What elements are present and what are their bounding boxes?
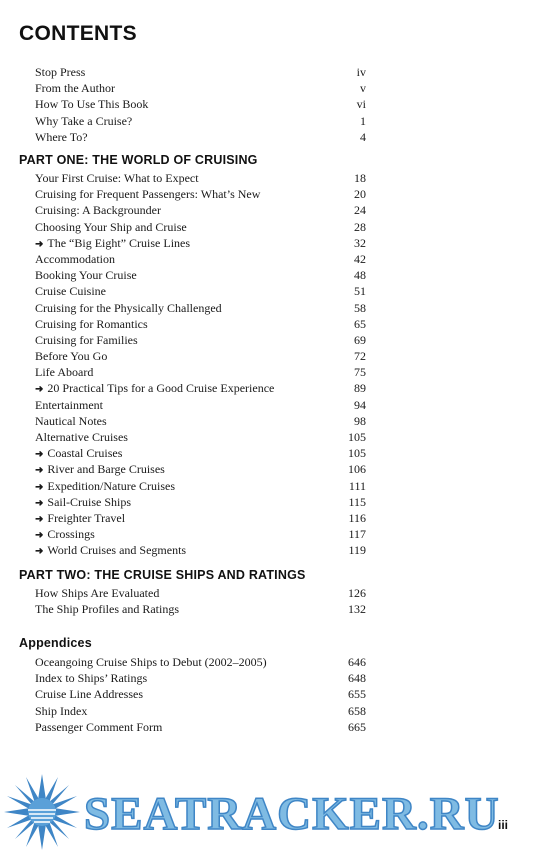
toc-page-number: 648 [348,671,366,686]
toc-entry-title: ➜ Expedition/Nature Cruises [35,478,175,494]
toc-entry [35,219,366,235]
toc-entry-title: Cruising for Families [35,332,138,347]
page-title: CONTENTS [19,22,137,45]
toc-page-number: 28 [354,219,366,234]
toc-page-number: 58 [354,300,366,315]
toc-page-number: 1 [360,113,366,128]
toc-page-number: 111 [348,478,366,493]
part-one-list [35,170,366,559]
toc-page-number: 48 [354,268,366,283]
toc-entry-title: The Ship Profiles and Ratings [35,602,179,617]
toc-page-number: 75 [354,365,366,380]
toc-entry [35,202,366,218]
toc-subentry [35,478,366,494]
toc-entry-title: Nautical Notes [35,413,107,428]
toc-entry-title: From the Author [35,81,115,96]
toc-entry [35,364,366,380]
toc-page-number: 20 [354,187,366,202]
toc-entry-title: Choosing Your Ship and Cruise [35,219,187,234]
toc-entry-title: ➜ World Cruises and Segments [35,542,186,558]
toc-entry-title: ➜ River and Barge Cruises [35,461,165,477]
sun-icon [0,770,84,854]
toc-page-number: 72 [354,349,366,364]
toc-page-number: 32 [354,235,366,250]
toc-entry [35,186,366,202]
toc-entry-title: Cruise Line Addresses [35,687,143,702]
toc-entry-title: Why Take a Cruise? [35,113,133,128]
toc-entry-title: Where To? [35,129,88,144]
page-number: iii [498,818,509,832]
toc-page-number: 658 [348,703,366,718]
toc-entry-title: Cruising for Romantics [35,316,148,331]
toc-page-number: iv [356,65,366,79]
toc-entry [35,170,366,186]
part-two-heading: PART TWO: THE CRUISE SHIPS AND RATINGS [19,568,306,582]
toc-page-number: 51 [354,284,366,299]
toc-page-number: 105 [348,430,366,444]
toc-entry-title: Ship Index [35,703,88,718]
toc-entry-title: How Ships Are Evaluated [35,586,160,600]
toc-page-number: 89 [354,381,366,396]
watermark [0,770,536,854]
part-one-heading: PART ONE: THE WORLD OF CRUISING [19,153,258,167]
toc-entry-title: Your First Cruise: What to Expect [35,171,199,185]
toc-entry-title: How To Use This Book [35,97,149,112]
toc-entry [35,283,366,299]
toc-page-number: 126 [348,586,366,600]
toc-entry [35,96,366,112]
toc-page-number: 69 [354,332,366,347]
toc-entry-title: Before You Go [35,349,108,364]
toc-subentry [35,526,366,542]
toc-page-number: 106 [348,462,366,477]
toc-entry [35,251,366,267]
watermark-text: SEATRACKER.RU [84,788,500,840]
toc-entry [35,397,366,413]
toc-entry-title: Entertainment [35,397,103,412]
toc-entry [35,703,366,719]
toc-entry [35,429,366,445]
toc-entry-title: ➜ The “Big Eight” Cruise Lines [35,235,190,251]
toc-page-number: vi [356,97,366,112]
toc-subentry [35,461,366,477]
toc-entry-title: Life Aboard [35,365,94,380]
toc-page-number: 665 [348,719,366,734]
toc-page-number: 132 [348,602,366,617]
toc-entry-title: ➜ Crossings [35,526,95,542]
toc-entry-title: Alternative Cruises [35,430,128,444]
toc-subentry [35,510,366,526]
toc-entry [35,654,366,670]
toc-entry-title: Cruising: A Backgrounder [35,203,161,218]
toc-page-number: 24 [354,203,366,218]
toc-page-number: 105 [348,446,366,461]
toc-entry [35,129,366,145]
part-two-list [35,585,366,617]
toc-entry [35,585,366,601]
front-matter-list [35,64,366,145]
toc-entry-title: ➜ Freighter Travel [35,510,125,526]
toc-entry [35,332,366,348]
toc-entry [35,719,366,735]
toc-page-number: v [360,81,366,96]
toc-entry-title: Cruise Cuisine [35,284,106,299]
toc-subentry [35,380,366,396]
toc-entry-title: ➜ Coastal Cruises [35,445,122,461]
toc-entry [35,670,366,686]
toc-entry-title: Oceangoing Cruise Ships to Debut (2002–2005) [35,655,267,669]
toc-entry [35,267,366,283]
toc-entry [35,113,366,129]
toc-page-number: 646 [348,655,366,669]
toc-entry-title: Booking Your Cruise [35,268,137,283]
toc-entry-title: Index to Ships’ Ratings [35,671,148,686]
toc-entry-title: Cruising for Frequent Passengers: What’s New [35,187,261,202]
toc-page-number: 65 [354,316,366,331]
toc-subentry [35,542,366,558]
toc-entry [35,64,366,80]
toc-page-number: 18 [354,171,366,185]
toc-entry [35,601,366,617]
toc-page-number: 116 [348,510,366,525]
toc-page-number: 655 [348,687,366,702]
toc-entry-title: Cruising for the Physically Challenged [35,300,222,315]
toc-page-number: 117 [348,527,366,542]
appendices-heading: Appendices [19,636,92,650]
toc-page-number: 94 [354,397,366,412]
toc-entry-title: ➜ 20 Practical Tips for a Good Cruise Experience [35,380,274,396]
toc-page-number: 115 [348,494,366,509]
toc-subentry [35,494,366,510]
toc-entry [35,348,366,364]
toc-page-number: 119 [348,543,366,558]
toc-entry [35,300,366,316]
toc-entry [35,413,366,429]
toc-subentry [35,445,366,461]
appendices-list [35,654,366,735]
toc-entry [35,80,366,96]
toc-entry-title: ➜ Sail-Cruise Ships [35,494,131,510]
toc-entry-title: Accommodation [35,251,115,266]
toc-page-number: 4 [360,129,366,144]
toc-entry-title: Passenger Comment Form [35,719,163,734]
toc-page-number: 98 [354,413,366,428]
toc-subentry [35,235,366,251]
toc-page-number: 42 [354,251,366,266]
toc-entry [35,686,366,702]
toc-entry [35,316,366,332]
toc-entry-title: Stop Press [35,65,86,79]
